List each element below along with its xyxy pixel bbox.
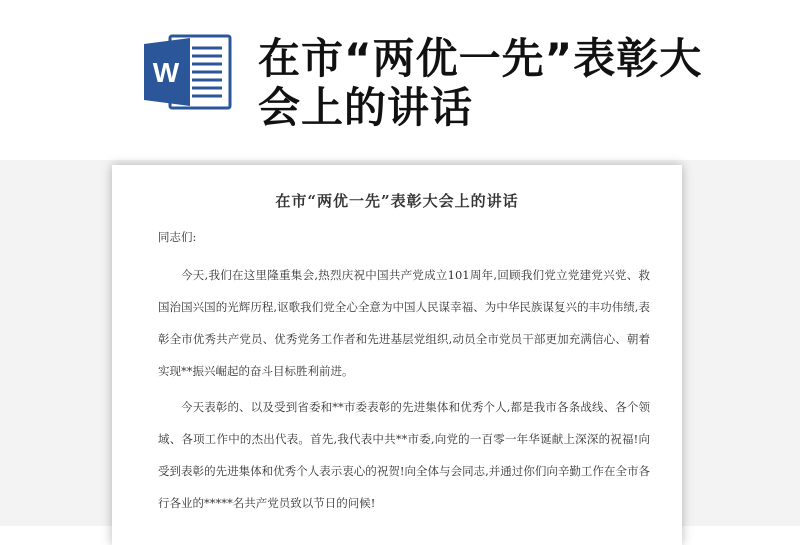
- header-banner: [0, 0, 800, 160]
- paragraph-2: 今天表彰的、以及受到省委和**市委表彰的先进集体和优秀个人,都是我市各条战线、各个领域、各项工作中的杰出代表。首先,我代表中共**市委,向党的一百零一年华诞献上深深的祝福!向受到表彰的先进集体和优秀个人表示衷心的祝贺!向全体与会同志,并通过你们向辛勤工作在全市各行各业的*****名共产党员致以节日的问候!: [158, 400, 650, 510]
- document-page: [112, 165, 682, 545]
- salutation: 同志们:: [158, 230, 197, 244]
- word-document-icon: [140, 30, 236, 114]
- document-title: 在市“两优一先”表彰大会上的讲话: [275, 192, 519, 210]
- page-title: 在市“两优一先”表彰大会上的讲话: [258, 34, 703, 132]
- paragraph-1: 今天,我们在这里隆重集会,热烈庆祝中国共产党成立101周年,回顾我们党立党建党兴党、救国治国兴国的光辉历程,讴歌我们党全心全意为中国人民谋幸福、为中华民族谋复兴的丰功伟绩,表彰全市优秀共产党员、优秀党务工作者和先进基层党组织,动员全市党员干部更加充满信心、朝着实现**振兴崛起的奋斗目标胜利前进。: [158, 268, 650, 378]
- logo-letter: W: [152, 57, 180, 88]
